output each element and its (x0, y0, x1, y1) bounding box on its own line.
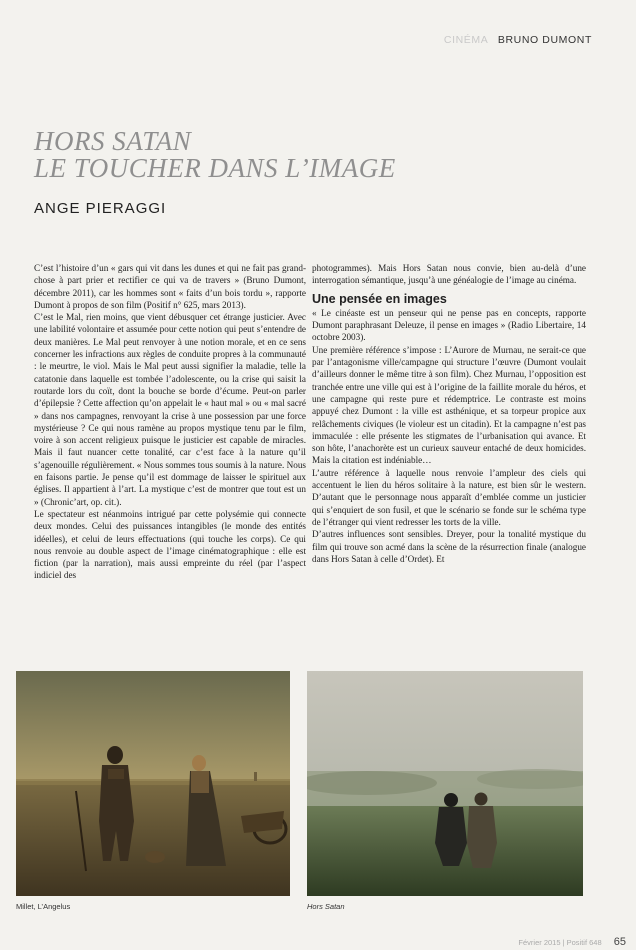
page-number: 65 (613, 936, 626, 948)
angelus-painting (16, 671, 290, 896)
paragraph: « Le cinéaste est un penseur qui ne pense pas en concepts, rapporte Dumont paraphrasant Deleuze, il pense en images » (Radio Libertaire, 14 octobre 2003). (312, 307, 586, 343)
paragraph: L’autre référence à laquelle nous renvoie l’ampleur des ciels qui accentuent le lien du héros solitaire à la nature, est bien sûr le western. D’autant que le personnage nous apparaît d’emblée comme un justicier qui s’enquiert de son fusil, et que le scénario se fonde sur le schéma type de l’étranger qui vient redresser les torts de la ville. (312, 467, 586, 527)
paragraph: C’est l’histoire d’un « gars qui vit dans les dunes et qui ne fait pas grand-chose à part prier et rectifier ce qui va de travers » (Bruno Dumont, décembre 2011), car les hommes sont « faits d’un bois tordu », rapporte Dumont à propos de son film (Positif n° 625, mars 2013). (34, 263, 306, 310)
title-line-2: LE TOUCHER DANS L’IMAGE (34, 153, 396, 183)
article-title (34, 128, 396, 182)
section-label-faded: CINÉMA (443, 34, 489, 46)
issue-info: Février 2015 | Positif 648 (518, 938, 602, 947)
article-author: ANGE PIERAGGI (34, 200, 167, 217)
left-column (34, 262, 306, 582)
paragraph: Le spectateur est néanmoins intrigué par cette polysémie qui connecte deux mondes. Celui des puissances intangibles (le monde des entités idéelles), et celui de leurs effectuations (qui touche les corps). Ce qui nous renvoie au double aspect de l’image cinématographique : elle est fiction (par la narration), mais aussi empreinte du réel (par l’aspect indiciel des (34, 508, 306, 581)
image-caption-right: Hors Satan (307, 902, 345, 911)
section-label: BRUNO DUMONT (497, 34, 592, 46)
running-header (444, 34, 592, 46)
paragraph: Une première référence s’impose : L’Aurore de Murnau, ne serait-ce que par l’antagonisme ville/campagne qui structure l’œuvre (Dumont voulait d’ailleurs donner le même titre à son film). Chez Murnau, l’opposition est tranchée entre une ville qui est à l’origine de la faillite morale du héros, et une campagne qui reste pure et rédemptrice. Le contraste est moins appuyé chez Dumont : la ville est asthénique, et sa torpeur propice aux relâchements civiques (le violeur est un citadin). Et la campagne n’est pas immaculée : elle présente les stigmates de l’urbanisation qui avance. Et son hôte, l’anachorète est un curieux sauveur entaché de deux homicides. Mais la citation est indéniable… (312, 344, 586, 466)
page-footer (518, 936, 626, 948)
right-column (312, 262, 586, 565)
subheading: Une pensée en images (312, 291, 447, 306)
title-line-1: HORS SATAN (34, 126, 192, 156)
image-caption-left: Millet, L’Angelus (16, 902, 71, 911)
paragraph: D’autres influences sont sensibles. Dreyer, pour la tonalité mystique du film qui trouve son acmé dans la scène de la résurrection finale (analogue dans Hors Satan à celle d’Ordet). Et (312, 529, 586, 564)
paragraph: C’est le Mal, rien moins, que vient débusquer cet étrange justicier. Avec une labilité volontaire et assumée pour cette notion qui peut s’entendre de deux manières. Le Mal peut renvoyer à une notion morale, et en ce sens concerner les infractions aux règles de conduite propres à la communauté : le meurtre, le viol. Mais le Mal peut aussi signifier la maladie, telle la catatonie dans laquelle est tombée l’adolescente, ou la crise qui saisit la routarde lors du coït, dont la bouche se borde d’écume. Peut-on parler d’épilepsie ? Cette affection qu’on appelait le « haut mal » ou « mal sacré » dans nos campagnes, renvoyant la crise à une possession par une force mystérieuse ? Ce qui nous ramène au propos mystique tenu par le film, voire à son accent religieux puisque le justicier est capable de miracles. Mais il faut nuancer cette tonalité, car c’est face à la nature qu’il s’agenouille régulièrement. « Nous sommes tous soumis à la nature. Nous en faisons partie. Je pense qu’il est dommage de laisser le spirituel aux églises. Il appartient à l’art. La mystique c’est de montrer que tout est un » (Chronic’art, op. cit.). (34, 312, 307, 507)
paragraph-continuation: photogrammes). Mais Hors Satan nous convie, bien au-delà d’une interrogation sémantique, jusqu’à une généalogie de l’image au cinéma. (312, 263, 586, 286)
hors-satan-still (307, 671, 583, 896)
